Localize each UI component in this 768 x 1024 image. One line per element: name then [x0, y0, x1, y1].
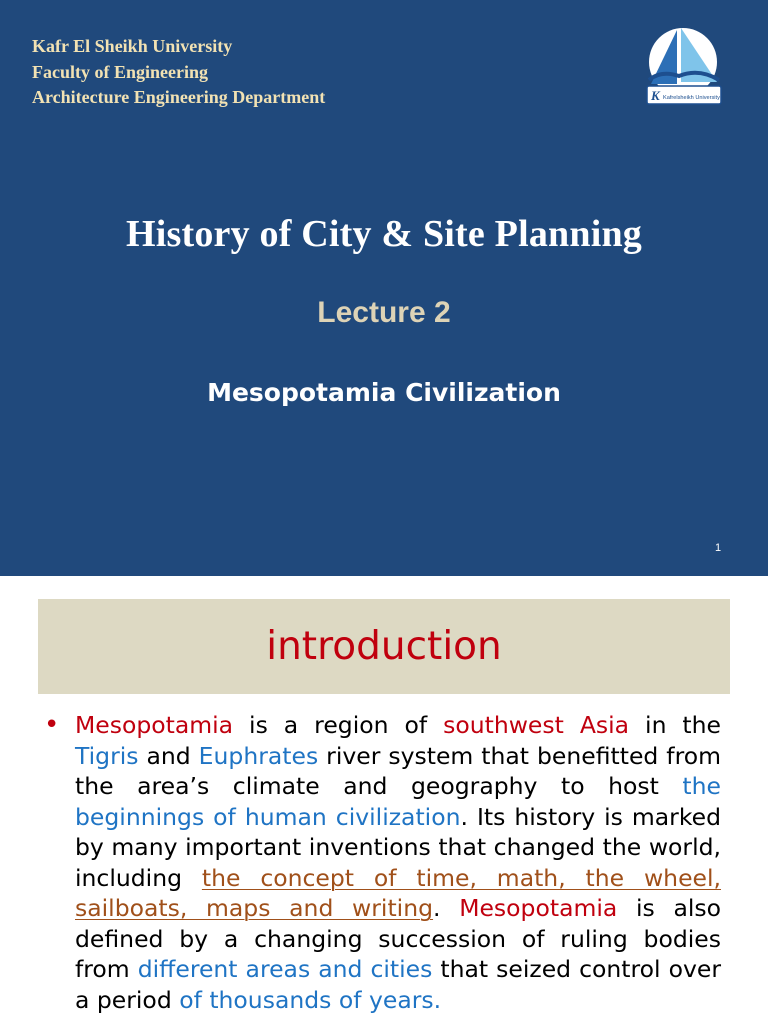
university-name: Kafr El Sheikh University — [32, 36, 233, 56]
slide-title: introduction — [266, 624, 502, 669]
department-name: Architecture Engineering Department — [32, 87, 326, 107]
text-run: river system that benefitted from the area’s climate and geography to host — [75, 741, 721, 800]
text-run: in the — [629, 711, 722, 739]
text-run: and — [138, 741, 199, 770]
term-beginnings: the beginnings of human civilization — [75, 772, 721, 831]
text-run: that seized control over a period — [75, 955, 721, 1014]
bullet-icon: • — [44, 710, 60, 740]
presentation-title: History of City & Site Planning — [125, 213, 643, 255]
text-run: is a region of — [233, 711, 444, 739]
text-run: . — [433, 894, 460, 922]
svg-text:K: K — [651, 88, 660, 103]
term-inventions: the concept of time, math, the wheel, sailboats, maps and writing — [75, 863, 721, 922]
introduction-slide — [0, 576, 768, 1024]
slide-page-number: 1 — [714, 542, 722, 554]
term-mesopotamia: Mesopotamia — [75, 711, 234, 739]
term-tigris: Tigris — [75, 741, 139, 770]
title-band — [38, 599, 730, 694]
term-southwest-asia: southwest Asia — [443, 711, 630, 739]
logo-caption: Kafrelsheikh University — [663, 95, 720, 101]
intro-paragraph — [75, 710, 721, 1015]
lecture-subtitle: Mesopotamia Civilization — [207, 378, 561, 407]
text-run: . Its history is marked by many important inventions that changed the world, including — [75, 802, 721, 892]
term-period: of thousands of years. — [179, 985, 442, 1014]
university-logo — [641, 24, 725, 108]
faculty-name: Faculty of Engineering — [32, 61, 208, 82]
term-mesopotamia-2: Mesopotamia — [459, 894, 618, 922]
term-euphrates: Euphrates — [198, 741, 319, 770]
lecture-number: Lecture 2 — [317, 296, 451, 329]
term-areas-cities: different areas and cities — [137, 955, 433, 983]
institution-block — [32, 34, 325, 111]
text-run: is also defined by a changing succession of ruling bodies from — [75, 894, 721, 983]
